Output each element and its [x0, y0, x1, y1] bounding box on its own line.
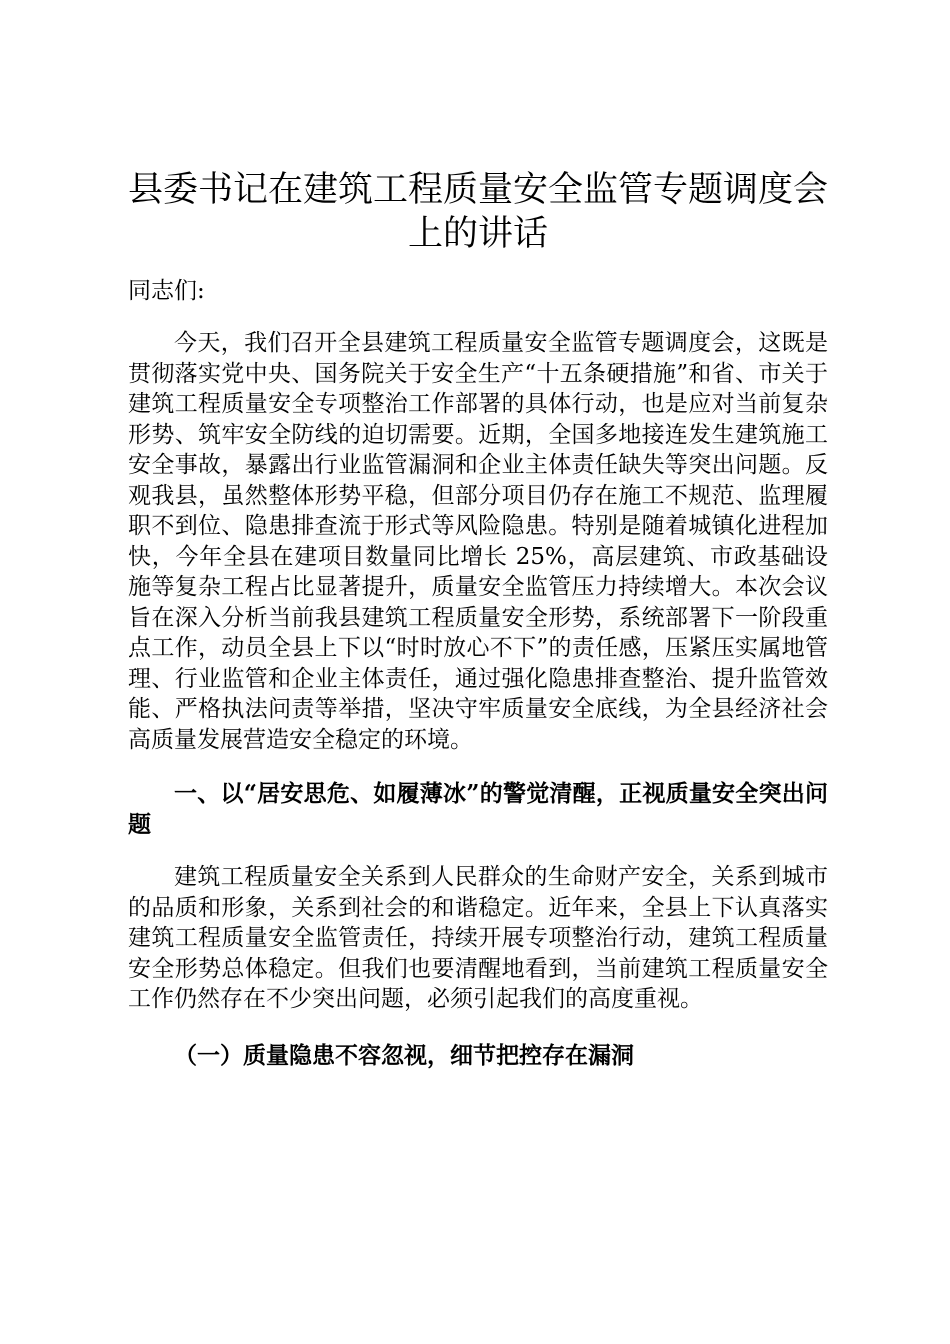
section-heading-1: 一、以“居安思危、如履薄冰”的警觉清醒，正视质量安全突出问题	[128, 780, 828, 838]
salutation: 同志们:	[128, 278, 205, 304]
intro-paragraph: 今天，我们召开全县建筑工程质量安全监管专题调度会，这既是贯彻落实党中央、国务院关于安全生产“十五条硬措施”和省、市关于建筑工程质量安全专项整治工作部署的具体行动，也是应对当前复杂形势、筑牢安全防线的迫切需要。近期，全国多地接连发生建筑施工安全事故，暴露出行业监管漏洞和企业主体责任缺失等突出问题。反观我县，虽然整体形势平稳，但部分项目仍存在施工不规范、监理履职不到位、隐患排查流于形式等风险隐患。特别是随着城镇化进程加快，今年全县在建项目数量同比增长 25%，高层建筑、市政基础设施等复杂工程占比显著提升，质量安全监管压力持续增大。本次会议旨在深入分析当前我县建筑工程质量安全形势，系统部署下一阶段重点工作，动员全县上下以“时时放心不下”的责任感，压紧压实属地管理、行业监管和企业主体责任，通过强化隐患排查整治、提升监管效能、严格执法问责等举措，坚决守牢质量安全底线，为全县经济社会高质量发展营造安全稳定的环境。	[128, 330, 828, 753]
document-title: 县委书记在建筑工程质量安全监管专题调度会上的讲话	[128, 170, 829, 254]
subsection-heading-1: （一）质量隐患不容忽视，细节把控存在漏洞	[174, 1041, 634, 1069]
section-1-paragraph: 建筑工程质量安全关系到人民群众的生命财产安全，关系到城市的品质和形象，关系到社会的和谐稳定。近年来，全县上下认真落实建筑工程质量安全监管责任，持续开展专项整治行动，建筑工程质量安全形势总体稳定。但我们也要清醒地看到，当前建筑工程质量安全工作仍然存在不少突出问题，必须引起我们的高度重视。	[128, 864, 828, 1012]
document-page	[128, 168, 828, 1071]
